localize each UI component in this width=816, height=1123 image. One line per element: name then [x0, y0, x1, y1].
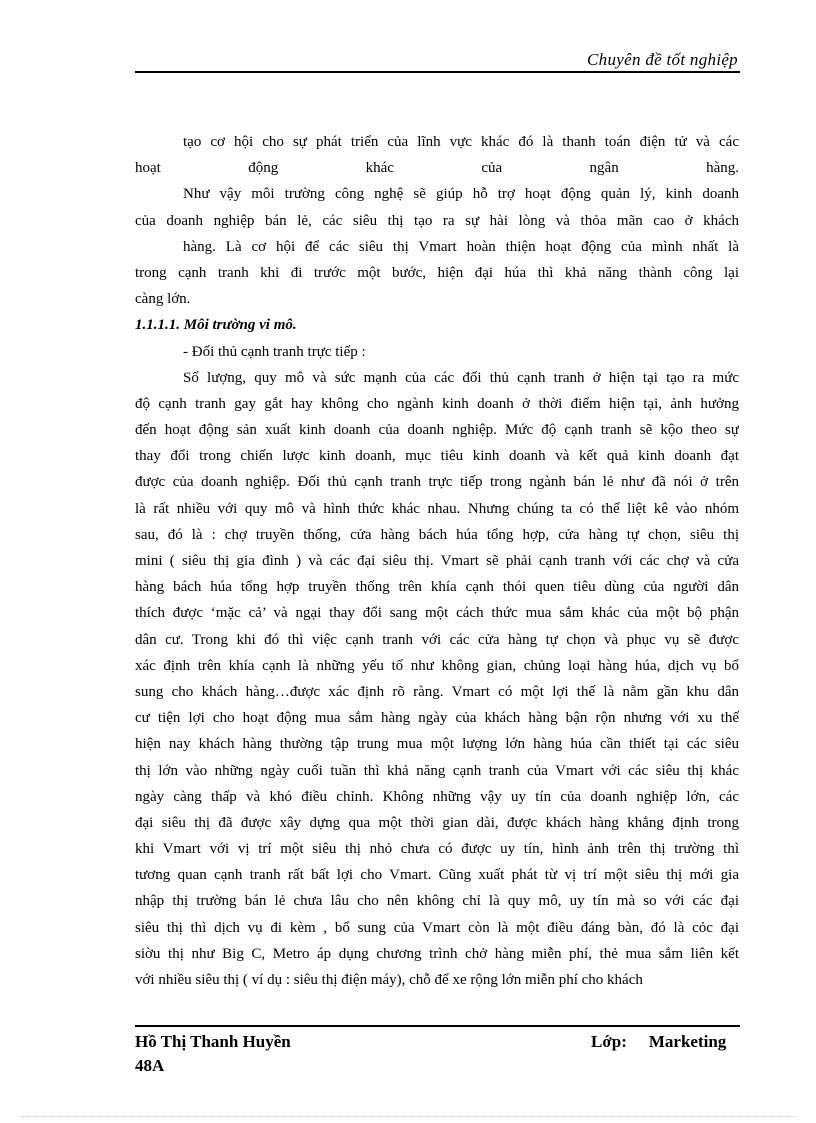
body-line: thích được ‘mặc cả’ và ngại thay đổi sang một cách thức mua sắm khác của một bộ phận — [135, 605, 739, 622]
body-line: hoạt động khác của ngân hàng. — [135, 160, 739, 177]
body-line: cư tiện lợi cho hoạt động mua sắm hàng ngày của khách hàng bận rộn nhưng với xu thế — [135, 710, 739, 727]
body-line: thị lớn vào những ngày cuối tuần thì khả năng cạnh tranh của Vmart với các siêu thị khác — [135, 762, 739, 779]
footer-class-value-cont: 48A — [135, 1056, 165, 1075]
body-line: là rất nhiều với quy mô và hình thức khác nhau. Nhưng chúng ta có thể liệt kê vào nhóm — [135, 500, 739, 517]
header-divider — [135, 71, 740, 73]
document-body — [135, 129, 739, 993]
body-line: thay đổi trong chiến lược kinh doanh, mục tiêu kinh doanh và kết quả kinh doanh đạt — [135, 448, 739, 465]
body-line: của doanh nghiệp bán lẻ, các siêu thị tạo ra sự hài lòng và thỏa mãn cao ở khách — [135, 212, 739, 229]
body-line: khi Vmart với vị trí một siêu thị nhỏ chưa có được uy tín, hình ảnh trên thị trường thì — [135, 841, 739, 858]
body-line: độ cạnh tranh gay gắt hay không cho ngành kinh doanh ở thời điểm hiện tại, ảnh hưởng — [135, 395, 739, 412]
body-line: siêu thị thì dịch vụ đi kèm , bổ sung của Vmart còn là một điều đáng bàn, đó là cỏc đại — [135, 919, 739, 936]
footer-class — [591, 1030, 726, 1054]
section-heading: 1.1.1.1. Môi trường vi mô. — [135, 317, 297, 334]
body-line: đại siêu thị đã được xây dựng qua một thời gian dài, được khách hàng khẳng định trong — [135, 814, 739, 831]
body-line: hàng bách húa tổng hợp truyền thống trên khía cạnh thói quen tiêu dùng của người dân — [135, 579, 739, 596]
footer-divider — [135, 1025, 740, 1027]
body-line: hiện nay khách hàng thường tập trung mua một lượng lớn hàng húa cần thiết tại các siêu — [135, 736, 739, 753]
body-line: trong cạnh tranh khi đi trước một bước, hiện đại húa thì khả năng thành công lại — [135, 264, 739, 281]
body-line: nhập thị trường bán lẻ chưa lâu cho nên không chỉ là quy mô, uy tín mà so với các đại — [135, 893, 739, 910]
footer-class-value: Marketing — [648, 1032, 727, 1051]
body-line: hàng. Là cơ hội để các siêu thị Vmart hoàn thiện hoạt động của mình nhất là — [183, 238, 739, 255]
header-title: Chuyên đề tốt nghiệp — [587, 50, 738, 69]
body-line: siờu thị như Big C, Metro áp dụng chương trình chở hàng miễn phí, thẻ mua sắm liên kết — [135, 945, 739, 962]
body-line: sung cho khách hàng…được xác định rõ ràng. Vmart có một lợi thế là nằm gần khu dân — [135, 683, 739, 700]
body-line: ngày càng thấp và khó điều chỉnh. Không những vậy uy tín của doanh nghiệp lớn, các — [135, 788, 739, 805]
body-line: tạo cơ hội cho sự phát triển của lĩnh vực khác đó là thanh toán điện tử và các — [183, 134, 739, 150]
body-line: càng lớn. — [135, 291, 191, 308]
footer-class-label: Lớp: — [591, 1032, 627, 1051]
body-line: được của doanh nghiệp. Đối thủ cạnh tranh trực tiếp trong ngành bán lẻ như đã nói ở trên — [135, 474, 739, 491]
body-line: - Đối thủ cạnh tranh trực tiếp : — [183, 343, 366, 360]
body-line: Như vậy môi trường công nghệ sẽ giúp hỗ trợ hoạt động quản lý, kinh doanh — [183, 186, 739, 203]
body-line: xác định trên khía cạnh là những yếu tố như không gian, chủng loại hàng húa, dịch vụ bổ — [135, 657, 739, 674]
body-line: đến hoạt động sản xuất kinh doanh của doanh nghiệp. Mức độ cạnh tranh sẽ kộo theo sự — [135, 422, 739, 439]
body-line: Số lượng, quy mô và sức mạnh của các đối thủ cạnh tranh ở hiện tại tạo ra mức — [183, 369, 739, 386]
body-line: sau, đó là : chợ truyền thống, cửa hàng bách húa tổng hợp, cửa hàng tự chọn, siêu thị — [135, 526, 739, 543]
footer-author: Hồ Thị Thanh Huyền — [135, 1032, 291, 1051]
page-bottom-border — [20, 1116, 796, 1117]
body-line: dân cư. Trong khi đó thì việc cạnh tranh với các cửa hàng tự chọn và phục vụ sẽ được — [135, 631, 739, 648]
body-line: với nhiều siêu thị ( ví dụ : siêu thị điện máy), chỗ để xe rộng lớn miễn phí cho khách — [135, 972, 643, 988]
body-line: mini ( siêu thị gia đình ) và các đại siêu thị. Vmart sẽ phải cạnh tranh với các chợ và cửa — [135, 553, 739, 569]
body-line: tương quan cạnh tranh rất bất lợi cho Vmart. Cũng xuất phát từ vị trí một siêu thị mới gia — [135, 867, 739, 884]
